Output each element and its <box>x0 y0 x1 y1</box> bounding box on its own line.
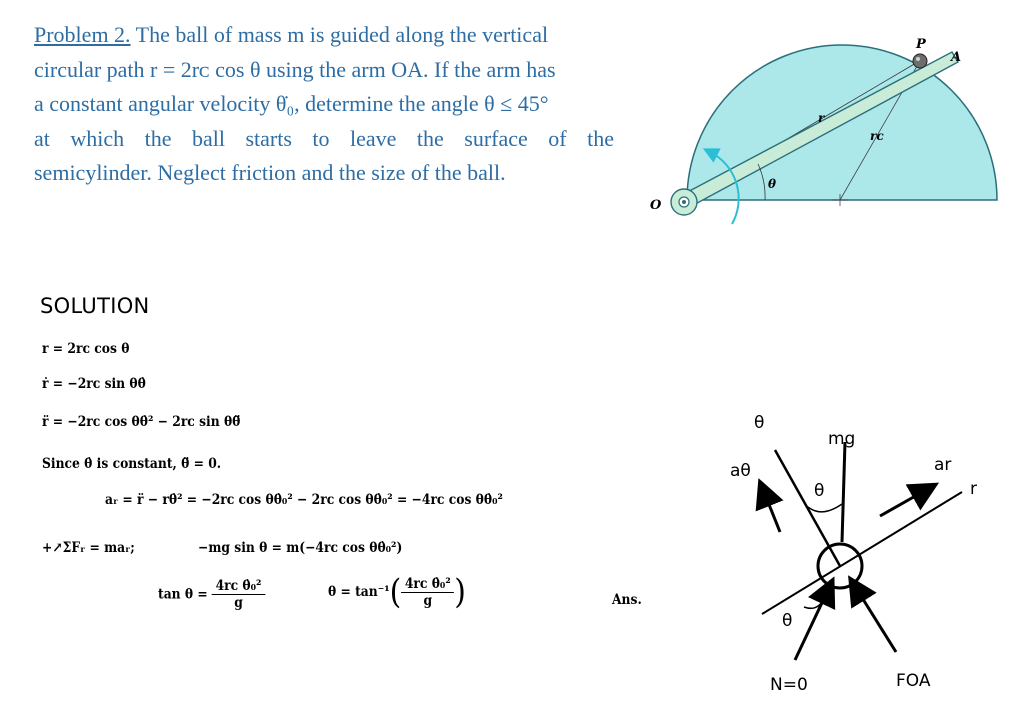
problem-line-3: a constant angular velocity θ̇₀, determine the angle θ ≤ 45° <box>34 91 549 116</box>
ball-P <box>913 54 927 68</box>
label-A: A <box>951 50 962 65</box>
equation-ar: aᵣ = r̈ − rθ̇² = −2rᴄ cos θθ̇₀² − 2rᴄ cos θθ̇₀² = −4rᴄ cos θθ̇₀² <box>105 492 503 508</box>
theta-denominator: g <box>423 592 433 609</box>
theta-numerator: 4rᴄ θ̇₀² <box>401 576 454 593</box>
problem-line-2: circular path r = 2rᴄ cos θ using the arm OA. If the arm has <box>34 56 556 82</box>
fbd-normal-line <box>775 450 840 566</box>
problem-line-1: The ball of mass m is guided along the vertical <box>135 22 549 47</box>
equation-tan: tan θ = $\frac{\text{4rᴄ θ̇₀²}}{g}$ <box>158 578 265 611</box>
fbd-a-r-arrow <box>880 490 926 516</box>
label-O: O <box>650 198 662 213</box>
fbd-label-mg: mg <box>828 429 856 449</box>
problem-line-4: at which the ball starts to leave the surface of the <box>34 125 614 151</box>
problem-line-5: semicylinder. Neglect friction and the size of the ball. <box>34 160 506 185</box>
fbd-label-theta-mid: θ <box>814 481 825 501</box>
fbd-label-foa: FOA <box>896 671 931 691</box>
equation-theta: θ = tan⁻¹( $\frac{\text{4rᴄ θ̇₀²}}{g}$ ) <box>328 572 466 612</box>
tan-denominator: g <box>234 595 243 611</box>
tan-numerator: 4rᴄ θ̇₀² <box>212 578 265 595</box>
free-body-diagram <box>700 392 1024 722</box>
equation-since: Since θ̇ is constant, θ̈ = 0. <box>42 456 222 472</box>
label-r: r <box>818 111 825 125</box>
solution-title: SOLUTION <box>40 294 150 318</box>
equation-r: r = 2rᴄ cos θ <box>42 341 130 357</box>
fbd-mg-line <box>842 442 845 542</box>
fbd-theta-arc-mid <box>808 504 842 512</box>
fbd-label-a-theta: aθ <box>730 461 751 481</box>
fbd-label-theta-top: θ <box>754 413 765 433</box>
fbd-label-theta-low: θ <box>782 611 793 631</box>
equation-sum-forces: −mg sin θ = m(−4rᴄ cos θθ̇₀²) <box>198 540 403 556</box>
equation-r-dot: ṙ = −2rᴄ sin θθ̇ <box>42 376 146 392</box>
equation-sum-forces-label: +↗ΣFᵣ = maᵣ; <box>42 540 135 556</box>
label-rc: rᴄ <box>870 129 884 143</box>
fbd-foa-arrow <box>856 588 896 652</box>
fbd-label-n: N=0 <box>770 675 808 695</box>
fbd-label-a-r: ar <box>934 455 952 475</box>
equation-r-ddot: r̈ = −2rᴄ cos θθ̇² − 2rᴄ sin θθ̈ <box>42 414 241 430</box>
answer-label: Ans. <box>612 592 642 608</box>
label-theta: θ <box>768 177 777 191</box>
problem-label: Problem 2. <box>34 22 131 47</box>
semicylinder-figure <box>640 36 1000 236</box>
problem-statement <box>34 18 614 191</box>
fbd-a-theta-arrow <box>764 492 780 532</box>
fbd-label-r: r <box>970 479 977 499</box>
label-P: P <box>916 37 926 52</box>
